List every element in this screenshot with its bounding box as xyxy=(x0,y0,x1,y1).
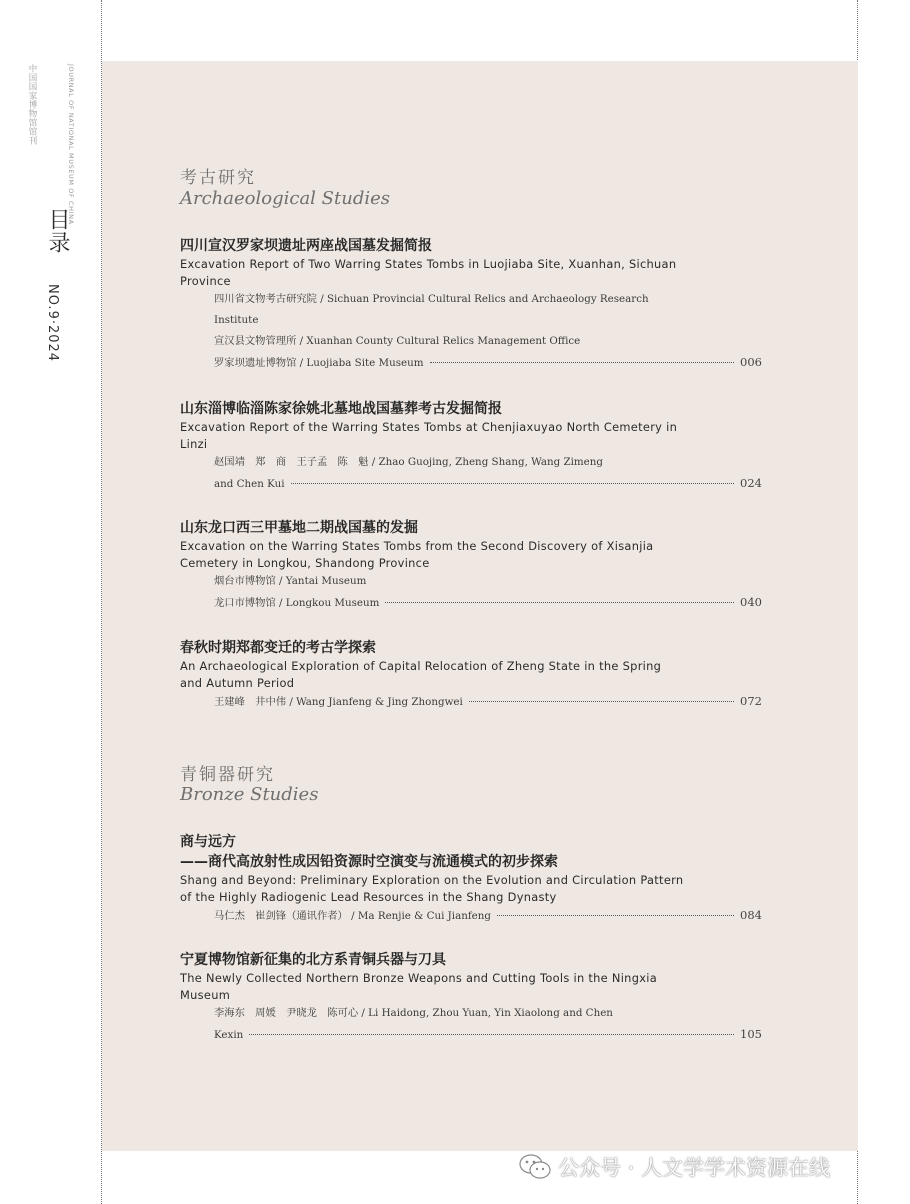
toc-entry[interactable] xyxy=(180,236,770,374)
entry-title-en: Excavation Report of the Warring States Tombs at Chenjiaxuyao North Cemetery in Linzi xyxy=(180,420,678,451)
watermark xyxy=(518,1152,830,1182)
dot-leader xyxy=(430,362,735,363)
page-number: 084 xyxy=(740,908,762,922)
page-number: 040 xyxy=(740,595,762,609)
entry-title-en: Excavation on the Warring States Tombs from the Second Discovery of Xisanjia Cemetery in Longkou, Shandong Province xyxy=(180,539,654,570)
entry-author: Kexin xyxy=(214,1029,244,1041)
entry-author: 李海东 周媛 尹晓龙 陈可心 / Li Haidong, Zhou Yuan, Yin Xiaolong and Chen xyxy=(214,1007,613,1019)
entry-author: 赵国靖 郑 商 王子孟 陈 魁 / Zhao Guojing, Zheng Shang, Wang Zimeng xyxy=(214,456,603,468)
entry-title-en: An Archaeological Exploration of Capital Relocation of Zheng State in the Spring and Autumn Period xyxy=(180,659,662,690)
entry-title-en: Excavation Report of Two Warring States Tombs in Luojiaba Site, Xuanhan, Sichuan Province xyxy=(180,257,677,288)
entry-title-cn: 山东淄博临淄陈家徐姚北墓地战国墓葬考古发掘简报 xyxy=(180,401,502,417)
dot-leader xyxy=(385,602,734,603)
toc-entry[interactable] xyxy=(180,518,770,614)
toc-entry[interactable] xyxy=(180,832,770,927)
toc-title: 目录 xyxy=(45,208,70,254)
entry-title-cn: 宁夏博物馆新征集的北方系青铜兵器与刀具 xyxy=(180,952,446,968)
watermark-text: 公众号 · 人文学学术资源在线 xyxy=(558,1156,831,1180)
section-title-en: Bronze Studies xyxy=(180,784,319,805)
entry-author-line xyxy=(180,1024,770,1046)
entry-author-line xyxy=(180,352,770,374)
entry-author: 宣汉县文物管理所 / Xuanhan County Cultural Relics Management Office xyxy=(214,335,581,347)
dot-leader xyxy=(249,1034,734,1035)
dot-leader xyxy=(497,915,734,916)
entry-author: 王建峰 井中伟 / Wang Jianfeng & Jing Zhongwei xyxy=(214,696,463,708)
entry-author: 四川省文物考古研究院 / Sichuan Provincial Cultural Relics and Archaeology Research Institute xyxy=(214,293,649,326)
entry-title-en: Shang and Beyond: Preliminary Exploration on the Evolution and Circulation Pattern of the Highly Radiogenic Lead Resources in the Shang Dynasty xyxy=(180,873,684,904)
entry-author: 罗家坝遗址博物馆 / Luojiaba Site Museum xyxy=(214,357,424,369)
journal-name-en: JOURNAL OF NATIONAL MUSEUM OF CHINA xyxy=(67,64,75,225)
section-title-en: Archaeological Studies xyxy=(180,188,390,209)
dot-leader xyxy=(291,483,734,484)
entry-author-line xyxy=(180,905,770,927)
entry-author-line xyxy=(180,592,770,614)
entry-title-cn: 山东龙口西三甲墓地二期战国墓的发掘 xyxy=(180,520,418,536)
entry-author: 烟台市博物馆 / Yantai Museum xyxy=(214,575,367,587)
entry-title-cn: 商与远方 xyxy=(180,834,236,850)
entry-author-line xyxy=(180,691,770,713)
entry-author: 马仁杰 崔剑锋（通讯作者） / Ma Renjie & Cui Jianfeng xyxy=(214,910,491,922)
page-number: 072 xyxy=(740,694,762,708)
page-number: 105 xyxy=(740,1027,762,1041)
page-number: 006 xyxy=(740,355,762,369)
entry-title-cn: 四川宣汉罗家坝遗址两座战国墓发掘简报 xyxy=(180,238,432,254)
toc-entry[interactable] xyxy=(180,399,770,495)
wechat-icon xyxy=(518,1152,552,1182)
entry-author-line xyxy=(180,473,770,495)
entry-author: and Chen Kui xyxy=(214,478,285,490)
issue-number: NO.9·2024 xyxy=(45,284,60,363)
toc-entry[interactable] xyxy=(180,950,770,1046)
entry-title-cn: 春秋时期郑都变迁的考古学探索 xyxy=(180,640,376,656)
page-number: 024 xyxy=(740,476,762,490)
entry-subtitle-cn: ——商代高放射性成因铅资源时空演变与流通模式的初步探索 xyxy=(180,854,558,870)
dot-leader xyxy=(469,701,734,702)
entry-author: 龙口市博物馆 / Longkou Museum xyxy=(214,597,380,609)
section-title-cn: 考古研究 xyxy=(180,168,256,188)
toc-entry[interactable] xyxy=(180,638,770,713)
entry-title-en: The Newly Collected Northern Bronze Weapons and Cutting Tools in the Ningxia Museum xyxy=(180,971,658,1002)
journal-name-cn: 中国国家博物馆馆刊 xyxy=(27,64,37,145)
section-title-cn: 青铜器研究 xyxy=(180,765,275,785)
